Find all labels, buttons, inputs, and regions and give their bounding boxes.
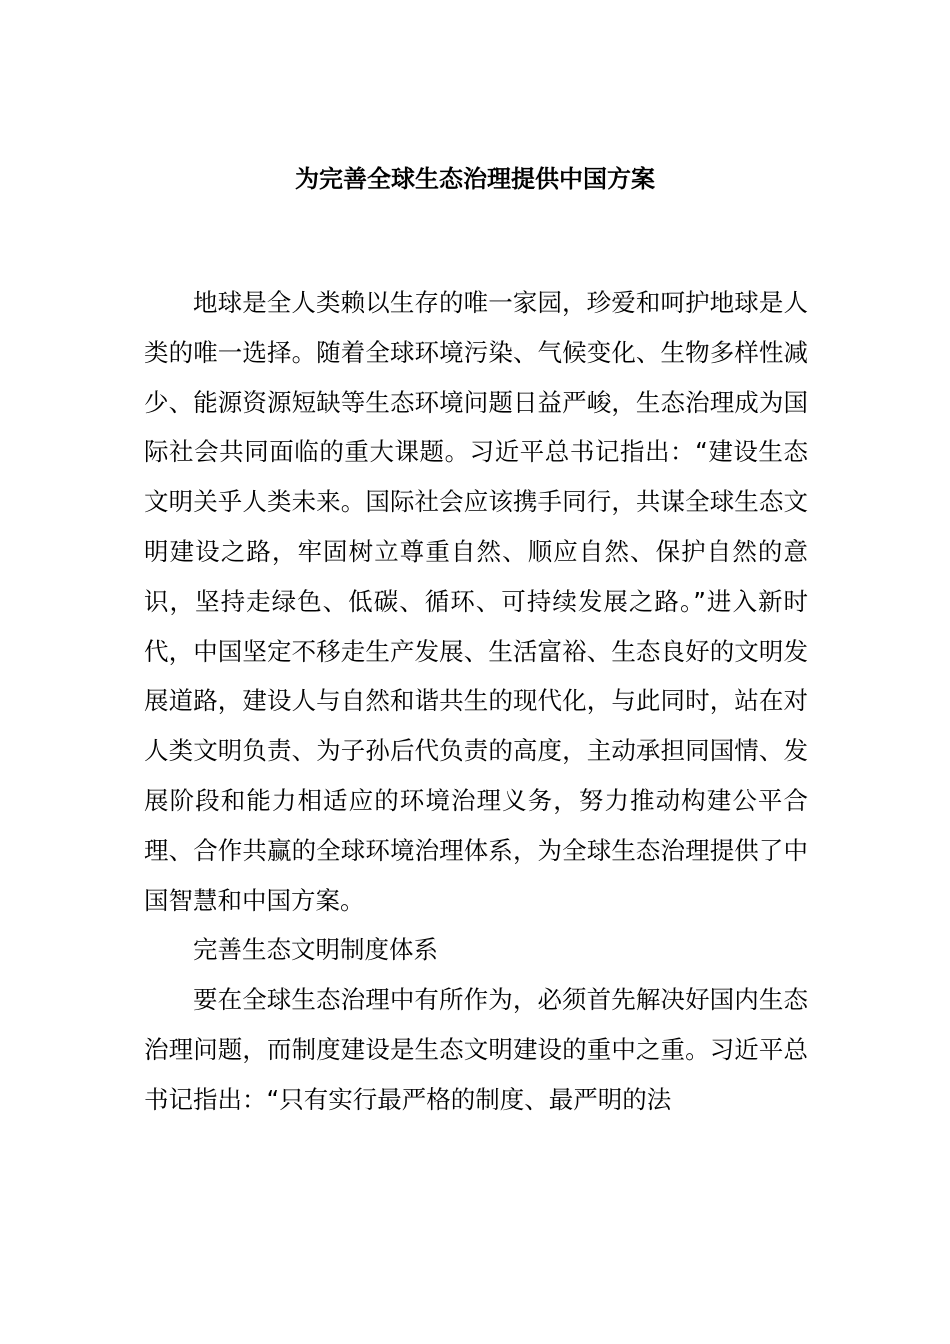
paragraph-intro: 地球是全人类赖以生存的唯一家园，珍爱和呵护地球是人类的唯一选择。随着全球环境污染、气候变化、生物多样性减少、能源资源短缺等生态环境问题日益严峻，生态治理成为国际社会共同面临的重大课题。习近平总书记指出：“建设生态文明关乎人类未来。国际社会应该携手同行，共谋全球生态文明建设之路，牢固树立尊重自然、顺应自然、保护自然的意识，坚持走绿色、低碳、循环、可持续发展之路。”进入新时代，中国坚定不移走生产发展、生活富裕、生态良好的文明发展道路，建设人与自然和谐共生的现代化，与此同时，站在对人类文明负责、为子孙后代负责的高度，主动承担同国情、发展阶段和能力相适应的环境治理义务，努力推动构建公平合理、合作共赢的全球环境治理体系，为全球生态治理提供了中国智慧和中国方案。 xyxy=(144,288,808,915)
document-title: 为完善全球生态治理提供中国方案 xyxy=(295,165,655,193)
document-body xyxy=(144,278,808,1125)
section-heading: 完善生态文明制度体系 xyxy=(193,935,438,965)
paragraph-section: 要在全球生态治理中有所作为，必须首先解决好国内生态治理问题，而制度建设是生态文明建设的重中之重。习近平总书记指出：“只有实行最严格的制度、最严明的法 xyxy=(144,985,808,1114)
